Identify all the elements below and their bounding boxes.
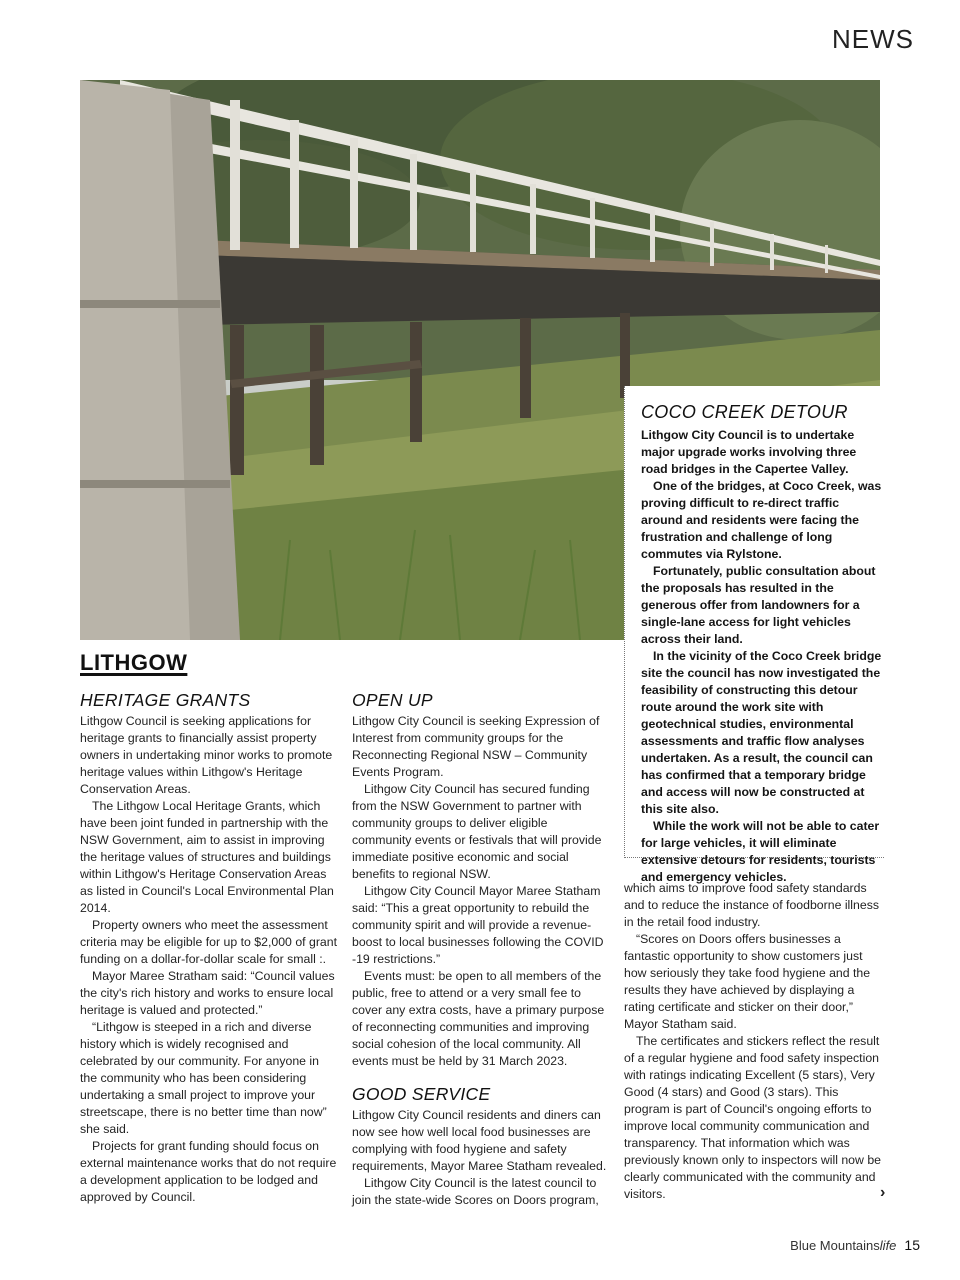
body-paragraph: Property owners who meet the assessment criteria may be eligible for up to $2,000 of grant funding on a dollar-for-dollar scale for small :. [80,918,338,966]
section-label: NEWS [832,24,914,54]
body-paragraph: The Lithgow Local Heritage Grants, which have been joint funded in partnership with the NSW Government, aim to assist in improving the heritage values of structures and buildings within Lithgow's Heritage Conservation Areas as listed in Council's Local Environmental Plan 2014. [80,799,334,915]
continue-arrow-icon: › [880,1184,886,1201]
good-service-heading: GOOD SERVICE [352,1084,491,1104]
column-continued [624,880,882,1203]
column-heritage [80,690,338,1206]
body-paragraph: Projects for grant funding should focus on external maintenance works that do not require a development application to be lodged and approved by Council. [80,1139,337,1204]
magazine-name [790,1238,896,1253]
body-paragraph: Events must: be open to all members of the public, free to attend or a very small fee to cover any extra costs, have a primary purpose of reconnecting communities and improving social cohesion of the local community. All events must be held by 31 March 2023. [352,969,605,1068]
body-paragraph: “Lithgow is steeped in a rich and diverse history which is widely recognised and celebrated by our community. For anyone in the community who has been considering undertaking a small project to improve your streetscape, there is no better time than now” she said. [80,1020,327,1136]
region-heading: LITHGOW [80,650,188,675]
body-paragraph: which aims to improve food safety standards and to reduce the instance of foodborne illness in the retail food industry. [624,881,879,929]
body-paragraph: Lithgow City Council is seeking Expression of Interest from community groups for the Reconnecting Regional NSW – Community Events Program. [352,714,600,779]
body-paragraph: Lithgow City Council Mayor Maree Statham said: “This a great opportunity to rebuild the community spirit and will provide a revenue-boost to local businesses following the COVID -19 restrictions.” [352,884,604,966]
body-paragraph: Mayor Maree Stratham said: “Council values the city's rich history and works to ensure local heritage is valued and protected.” [80,969,335,1017]
body-paragraph: Lithgow City Council has secured funding from the NSW Government to partner with community groups to deliver eligible community events or festivals that will provide immediate positive economic and social benefits to regional NSW. [352,782,602,881]
sidebar-paragraph: Fortunately, public consultation about the proposals has resulted in the generous offer from landowners for a single-lane access for light vehicles across their land. [641,564,876,646]
body-paragraph: Lithgow City Council residents and diners can now see how well local food businesses are complying with food hygiene and safety requirements, Mayor Maree Statham revealed. [352,1108,607,1173]
open-up-heading: OPEN UP [352,690,433,710]
sidebar-paragraph: One of the bridges, at Coco Creek, was proving difficult to re-direct traffic around and residents were facing the frustration and challenge of long commutes via Rylstone. [641,479,882,561]
body-paragraph: “Scores on Doors offers businesses a fantastic opportunity to show customers just how seriously they take food hygiene and the results they have achieved by displaying a rating certificate and sticker on their door,” Mayor Statham said. [624,932,871,1031]
sidebar-paragraph: In the vicinity of the Coco Creek bridge site the council has now investigated the feasibility of constructing this detour route around the work site with geotechnical studies, environmental assessments and traffic flow analyses undertaken. As a result, the council can has confirmed that a temporary bridge and access will now be constructed at this site also. [641,649,882,816]
coco-creek-sidebar [624,386,884,884]
body-paragraph: Lithgow Council is seeking applications for heritage grants to financially assist property owners in undertaking minor works to promote heritage values within Lithgow's Heritage Conservation Areas. [80,714,333,796]
body-paragraph: The certificates and stickers reflect the result of a regular hygiene and food safety inspection with ratings indicating Excellent (5 stars), Very Good (4 stars) and Good (3 stars). This program is part of Council's ongoing efforts to improve local community communication and transparency. That information which was previously known only to inspectors will now be clearly communicated with the community and visitors. [624,1034,881,1201]
heritage-heading: HERITAGE GRANTS [80,690,251,710]
magazine-name-plain: Blue Mountains [790,1238,880,1253]
sidebar-heading: COCO CREEK DETOUR [641,402,848,422]
magazine-name-italic: life [879,1238,897,1253]
column-open-up [352,690,610,1209]
body-paragraph: Lithgow City Council is the latest council to join the state-wide Scores on Doors program, [352,1176,599,1207]
page-footer [790,1237,920,1253]
sidebar-paragraph: Lithgow City Council is to undertake major upgrade works involving three road bridges in the Capertee Valley. [641,428,857,476]
sidebar-paragraph: While the work will not be able to cater for large vehicles, it will eliminate extensive detours for residents, tourists and emergency vehicles. [641,819,880,884]
page-number: 15 [904,1237,920,1253]
